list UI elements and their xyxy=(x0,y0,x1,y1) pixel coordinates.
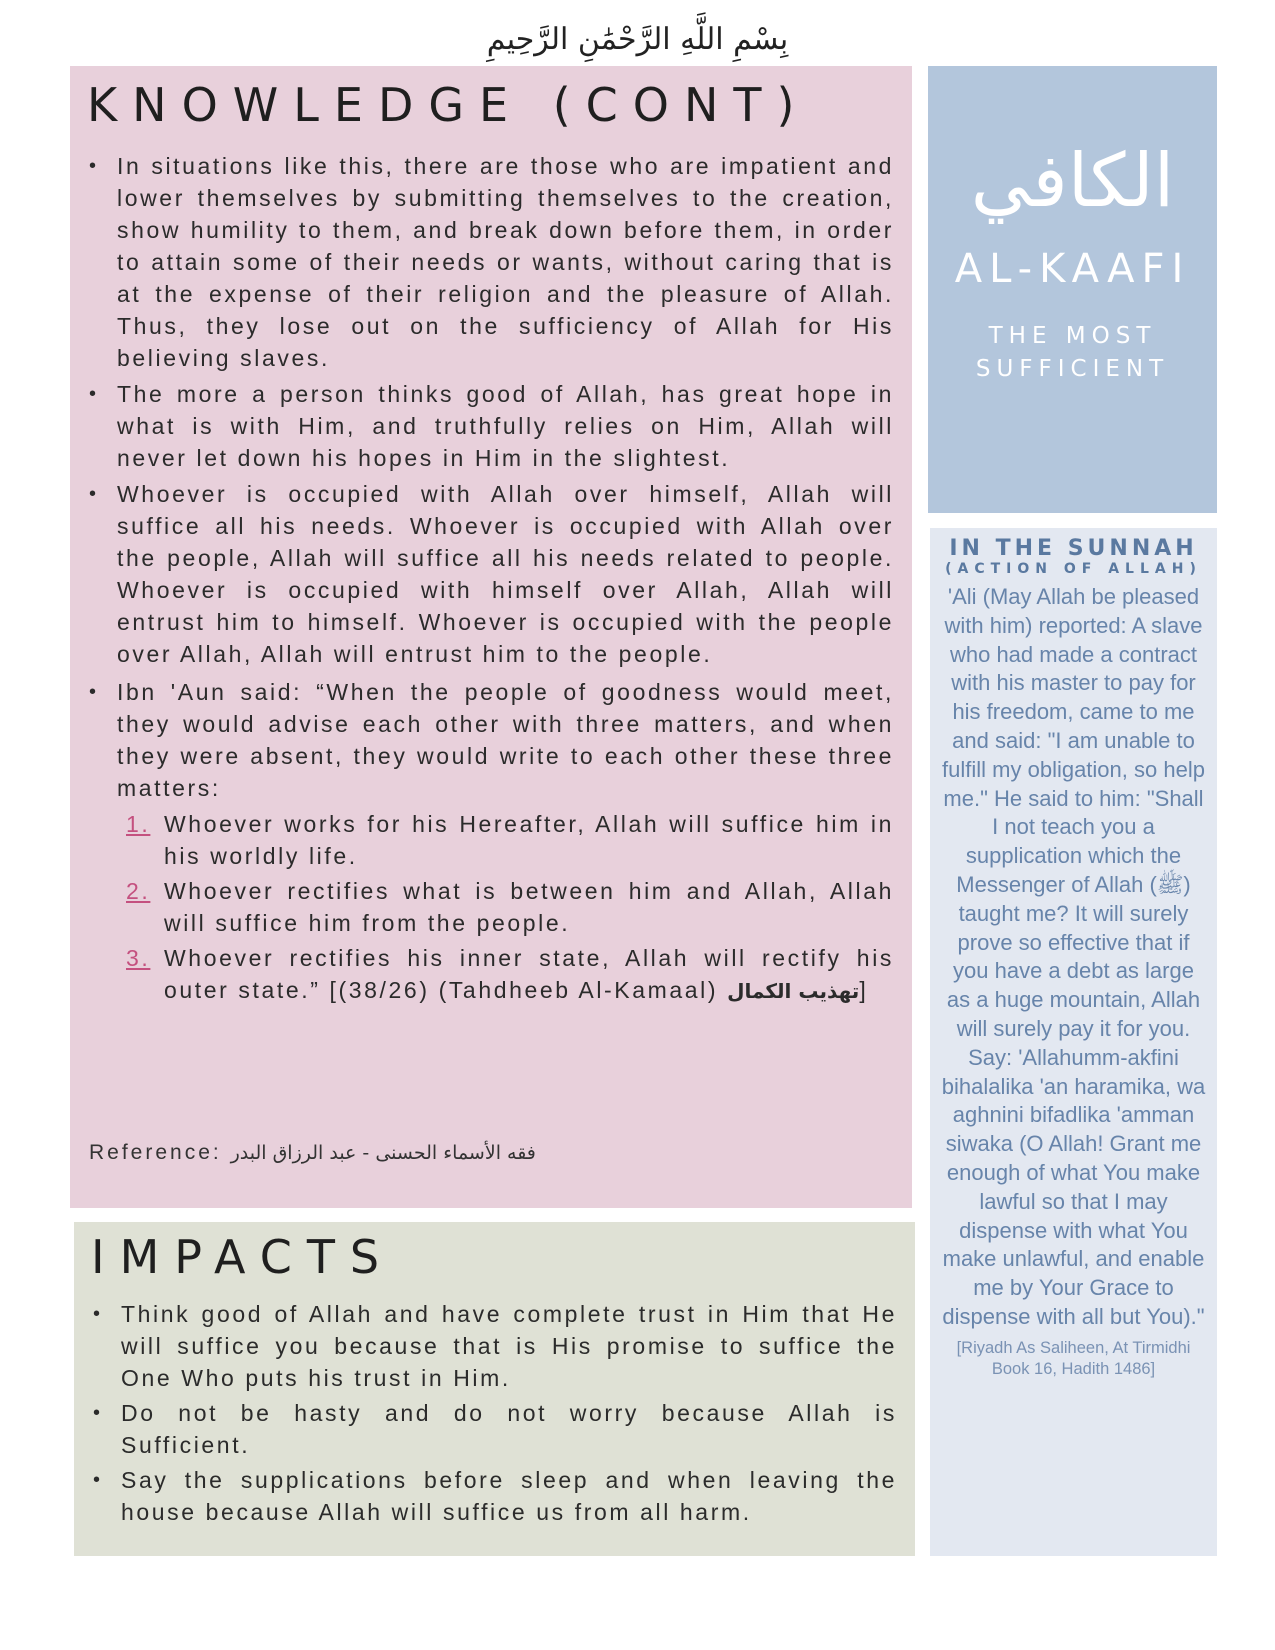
divine-name-panel xyxy=(928,66,1217,513)
matter-number: 3. xyxy=(126,945,151,971)
knowledge-bullet: • In situations like this, there are those who are impatient and lower themselves by submitting themselves to the creation, show humility to them, and break down before them, in order to attain some of their needs or wants, without caring that is at the expense of their religion and the pleasure of Allah. Thus, they lose out on the sufficiency of Allah for His believing slaves. xyxy=(87,150,894,374)
knowledge-section xyxy=(70,66,912,1208)
knowledge-bullet: • The more a person thinks good of Allah, has great hope in what is with Him, and truthfully relies on Him, Allah will never let down his hopes in Him in the slightest. xyxy=(87,378,894,474)
impact-bullet: • Say the supplications before sleep and when leaving the house because Allah will suffice us from all harm. xyxy=(91,1464,897,1528)
three-matters-list xyxy=(117,808,894,1007)
reference-text: فقه الأسماء الحسنى - عبد الرزاق البدر xyxy=(230,1142,536,1164)
citation-arabic: تهذيب الكمال xyxy=(727,979,860,1003)
impact-bullet: • Think good of Allah and have complete trust in Him that He will suffice you because that is His promise to suffice the One Who puts his trust in Him. xyxy=(91,1298,897,1394)
matter-item xyxy=(117,942,894,1007)
matter-item xyxy=(117,808,894,872)
sunnah-subtitle: (ACTION OF ALLAH) xyxy=(945,561,1202,577)
matter-text: Whoever rectifies his inner state, Allah will rectify his outer state.” [(38/26) (Tahdheeb Al-Kamaal) xyxy=(164,945,894,1003)
sunnah-title: IN THE SUNNAH xyxy=(949,536,1198,561)
knowledge-bullet-list xyxy=(87,150,894,1007)
impacts-section xyxy=(74,1222,915,1556)
name-meaning-line: THE MOST xyxy=(988,323,1157,349)
sunnah-panel xyxy=(930,528,1217,1556)
knowledge-bullet: • Whoever is occupied with Allah over himself, Allah will suffice all his needs. Whoever is occupied with Allah over the people, Allah will suffice all his needs related to people. Whoever is occupied with himself over Allah, Allah will entrust him to himself. Whoever is occupied with the people over Allah, Allah will entrust him to the people. xyxy=(87,478,894,670)
name-meaning-line: SUFFICIENT xyxy=(975,356,1170,382)
knowledge-bullet-quote xyxy=(87,676,894,1007)
impacts-title: IMPACTS xyxy=(91,1230,395,1284)
hadith-source: [Riyadh As Saliheen, At Tirmidhi Book 16, Hadith 1486] xyxy=(956,1338,1191,1378)
matter-number: 2. xyxy=(126,878,151,904)
reference xyxy=(89,1141,536,1165)
matter-text: Whoever works for his Hereafter, Allah will suffice him in his worldly life. xyxy=(164,811,894,869)
matter-number: 1. xyxy=(126,811,151,837)
impacts-bullet-list xyxy=(91,1298,897,1528)
name-meaning xyxy=(928,320,1217,386)
bismillah-calligraphy: بِسْمِ اللَّهِ الرَّحْمَٰنِ الرَّحِيمِ xyxy=(486,22,789,57)
knowledge-title: KNOWLEDGE (CONT) xyxy=(87,78,810,132)
name-english: AL-KAAFI xyxy=(954,246,1191,292)
citation-close: ] xyxy=(859,977,869,1003)
quote-intro: Ibn 'Aun said: “When the people of goodness would meet, they would advise each other with three matters, and when they were absent, they would write to each other these three matters: xyxy=(117,679,894,801)
matter-text: Whoever rectifies what is between him and Allah, Allah will suffice him from the people. xyxy=(164,878,894,936)
hadith-text: 'Ali (May Allah be pleased with him) reported: A slave who had made a contract with his master to pay for his freedom, came to me and said: "I am unable to fulfill my obligation, so help me." He said to him: "Shall I not teach you a supplication which the Messenger of Allah (ﷺ) taught me? It will surely prove so effective that if you have a debt as large as a huge mountain, Allah will surely pay it for you. Say: 'Allahumm-akfini bihalalika 'an haramika, wa aghnini bifadlika 'amman siwaka (O Allah! Grant me enough of what You make lawful so that I may dispense with what You make unlawful, and enable me by Your Grace to dispense with all but You)." xyxy=(941,584,1206,1329)
reference-label: Reference: xyxy=(89,1141,222,1164)
matter-item xyxy=(117,875,894,939)
name-arabic: الكافي xyxy=(970,138,1175,224)
impact-bullet: • Do not be hasty and do not worry because Allah is Sufficient. xyxy=(91,1397,897,1461)
